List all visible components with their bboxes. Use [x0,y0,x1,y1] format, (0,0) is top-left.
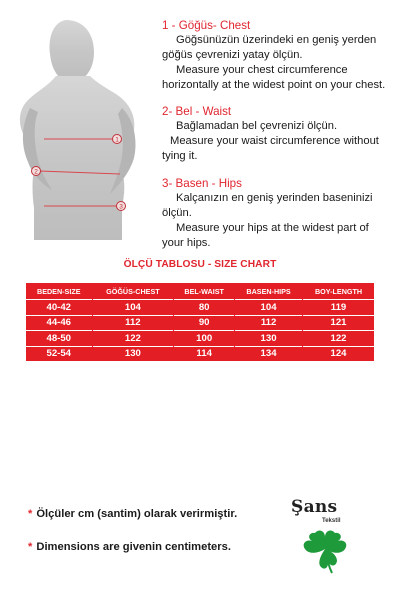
table-cell: 100 [174,331,235,347]
brand-logo-subtitle: Tekstil [322,518,341,524]
measurement-waist [162,104,398,164]
table-cell: 104 [235,300,303,316]
note-star: * [28,508,33,520]
measurement-tr-line: Bağlamadan bel çevrenizi ölçün. [176,120,338,132]
measurement-chest [162,18,398,93]
table-header-cell: BOY-LENGTH [303,283,374,300]
marker-3 [117,202,126,211]
measurement-title: 2- Bel - Waist [162,105,232,118]
table-cell: 48-50 [26,331,92,347]
table-cell: 90 [174,315,235,331]
table-cell: 122 [303,331,374,347]
table-cell: 124 [303,346,374,361]
table-header-cell: GÖĞÜS-CHEST [92,283,174,300]
measurement-title: 3- Basen - Hips [162,177,242,190]
table-header-cell: BEDEN-SIZE [37,286,81,296]
table-cell: 134 [235,346,303,361]
table-cell: 122 [92,331,174,347]
table-row [26,346,374,361]
table-row [26,315,374,331]
marker-1-label: 1 [115,136,119,144]
note-star: * [28,541,33,553]
table-cell: 40-42 [26,300,92,316]
measurement-en-line: Measure your waist circumference without [170,135,379,147]
note-text: Dimensions are givenin centimeters. [36,541,231,553]
table-row [26,331,374,347]
measurement-title: 1 - Göğüs- Chest [162,19,251,32]
table-cell: 112 [92,315,174,331]
measurement-en-line: Measure your hips at the widest part of [176,222,369,234]
measurement-tr-line: Göğsünüzün üzerindeki en geniş yerden [176,34,377,46]
table-header-cell: BASEN-HIPS [235,283,303,300]
body-measurement-figure [4,8,154,240]
table-cell: 121 [303,315,374,331]
measurement-en-line: your hips. [162,237,211,249]
clover-icon [299,527,351,575]
table-cell: 130 [92,346,174,361]
table-cell: 112 [235,315,303,331]
table-cell: 52-54 [26,346,92,361]
measurement-tr-line: ölçün. [162,207,192,219]
measurement-tr-line: göğüs çevrenizi yatay ölçün. [162,49,303,61]
measurement-en-line: Measure your chest circumference [176,64,348,76]
measurement-en-line: horizontally at the widest point on your chest. [162,79,386,91]
table-cell: 80 [174,300,235,316]
marker-2-label: 2 [34,168,38,176]
marker-3-label: 3 [119,203,123,211]
measurement-en-line: tying it. [162,150,198,162]
marker-2 [32,167,41,176]
size-chart-table [26,283,374,361]
table-cell: 119 [303,300,374,316]
table-cell: 114 [174,346,235,361]
note-turkish [28,508,237,520]
table-cell: 130 [235,331,303,347]
marker-1 [113,135,122,144]
table-cell: 104 [92,300,174,316]
note-english [28,541,231,553]
size-chart-title: ÖLÇÜ TABLOSU - SIZE CHART [123,259,277,270]
table-cell: 44-46 [26,315,92,331]
table-header-row [26,283,374,300]
table-header-cell: BEL-WAIST [174,283,235,300]
brand-logo-name: Şans [291,497,338,517]
measurement-hips [162,176,398,251]
note-text: Ölçüler cm (santim) olarak verirmiştir. [36,508,238,520]
measurement-tr-line: Kalçanızın en geniş yerinden baseninizi [176,192,373,204]
table-row [26,300,374,316]
